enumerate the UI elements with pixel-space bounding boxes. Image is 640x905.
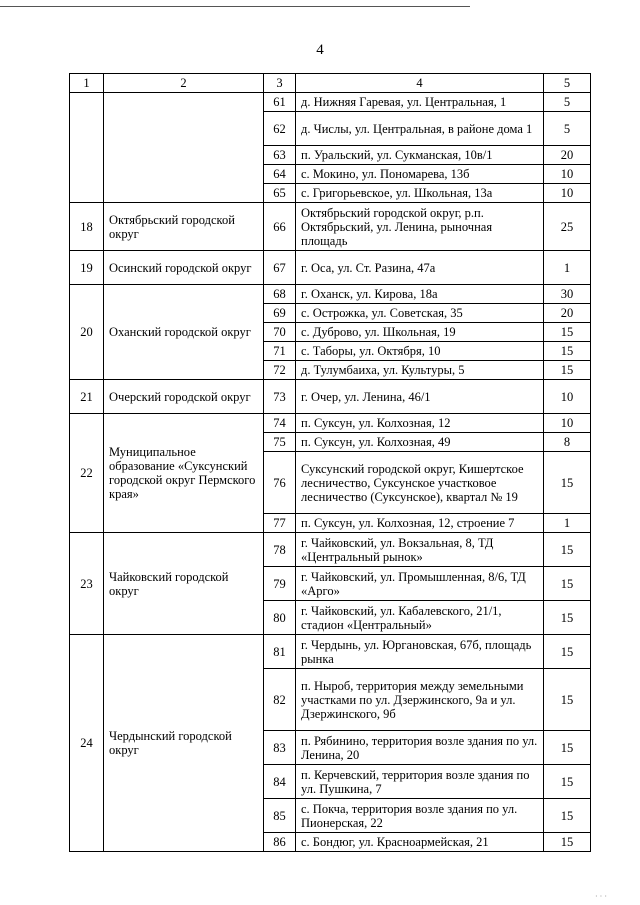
district-name: Оханский городской округ: [104, 285, 264, 380]
group-index: 23: [70, 533, 104, 635]
place-number: 80: [264, 601, 296, 635]
place-count: 5: [544, 93, 591, 112]
place-count: 15: [544, 361, 591, 380]
place-count: 10: [544, 380, 591, 414]
place-count: 15: [544, 765, 591, 799]
top-rule: [0, 6, 470, 7]
place-count: 15: [544, 452, 591, 514]
place-count: 15: [544, 635, 591, 669]
header-cell: 1: [70, 74, 104, 93]
place-number: 64: [264, 165, 296, 184]
scan-artifact: · · ·: [595, 892, 607, 901]
header-cell: 4: [296, 74, 544, 93]
group-index: 19: [70, 251, 104, 285]
place-address: п. Суксун, ул. Колхозная, 49: [296, 433, 544, 452]
place-address: г. Оса, ул. Ст. Разина, 47а: [296, 251, 544, 285]
place-address: п. Суксун, ул. Колхозная, 12, строение 7: [296, 514, 544, 533]
place-address: г. Очер, ул. Ленина, 46/1: [296, 380, 544, 414]
place-number: 76: [264, 452, 296, 514]
place-number: 61: [264, 93, 296, 112]
place-address: с. Острожка, ул. Советская, 35: [296, 304, 544, 323]
place-count: 1: [544, 514, 591, 533]
place-number: 74: [264, 414, 296, 433]
place-number: 73: [264, 380, 296, 414]
place-address: п. Уральский, ул. Сукманская, 10в/1: [296, 146, 544, 165]
group-index: [70, 93, 104, 203]
place-number: 75: [264, 433, 296, 452]
place-count: 15: [544, 601, 591, 635]
place-number: 78: [264, 533, 296, 567]
district-name: Муниципальное образование «Суксунский городской округ Пермского края»: [104, 414, 264, 533]
place-address: п. Ныроб, территория между земельными участками по ул. Дзержинского, 9а и ул. Дзержинского, 9б: [296, 669, 544, 731]
place-address: г. Оханск, ул. Кирова, 18а: [296, 285, 544, 304]
place-address: с. Григорьевское, ул. Школьная, 13а: [296, 184, 544, 203]
place-count: 5: [544, 112, 591, 146]
place-count: 15: [544, 323, 591, 342]
group-index: 18: [70, 203, 104, 251]
place-number: 86: [264, 833, 296, 852]
place-number: 68: [264, 285, 296, 304]
place-number: 65: [264, 184, 296, 203]
place-address: г. Чайковский, ул. Кабалевского, 21/1, стадион «Центральный»: [296, 601, 544, 635]
place-number: 62: [264, 112, 296, 146]
header-cell: 3: [264, 74, 296, 93]
place-number: 79: [264, 567, 296, 601]
place-count: 15: [544, 833, 591, 852]
place-address: с. Бондюг, ул. Красноармейская, 21: [296, 833, 544, 852]
place-address: д. Тулумбаиха, ул. Культуры, 5: [296, 361, 544, 380]
place-count: 25: [544, 203, 591, 251]
place-number: 77: [264, 514, 296, 533]
place-address: с. Покча, территория возле здания по ул. Пионерская, 22: [296, 799, 544, 833]
place-address: Октябрьский городской округ, р.п. Октябрьский, ул. Ленина, рыночная площадь: [296, 203, 544, 251]
place-address: п. Керчевский, территория возле здания по ул. Пушкина, 7: [296, 765, 544, 799]
district-name: Октябрьский городской округ: [104, 203, 264, 251]
place-address: п. Рябинино, территория возле здания по ул. Ленина, 20: [296, 731, 544, 765]
place-address: г. Чердынь, ул. Юргановская, 67б, площадь рынка: [296, 635, 544, 669]
group-index: 20: [70, 285, 104, 380]
place-count: 10: [544, 165, 591, 184]
district-name: [104, 93, 264, 203]
place-count: 20: [544, 146, 591, 165]
place-number: 82: [264, 669, 296, 731]
place-number: 85: [264, 799, 296, 833]
table-row: [70, 414, 591, 433]
place-count: 1: [544, 251, 591, 285]
place-count: 15: [544, 669, 591, 731]
table-row: [70, 93, 591, 112]
place-count: 15: [544, 533, 591, 567]
place-number: 69: [264, 304, 296, 323]
place-address: г. Чайковский, ул. Вокзальная, 8, ТД «Центральный рынок»: [296, 533, 544, 567]
place-address: д. Нижняя Гаревая, ул. Центральная, 1: [296, 93, 544, 112]
place-count: 10: [544, 184, 591, 203]
place-number: 72: [264, 361, 296, 380]
place-number: 71: [264, 342, 296, 361]
table-row: [70, 251, 591, 285]
place-address: с. Мокино, ул. Пономарева, 13б: [296, 165, 544, 184]
table-row: [70, 533, 591, 567]
place-number: 67: [264, 251, 296, 285]
header-cell: 5: [544, 74, 591, 93]
district-name: Чердынский городской округ: [104, 635, 264, 852]
group-index: 22: [70, 414, 104, 533]
place-number: 66: [264, 203, 296, 251]
place-count: 15: [544, 567, 591, 601]
place-number: 63: [264, 146, 296, 165]
table-row: [70, 380, 591, 414]
place-count: 15: [544, 799, 591, 833]
district-name: Очерский городской округ: [104, 380, 264, 414]
place-count: 15: [544, 342, 591, 361]
place-address: г. Чайковский, ул. Промышленная, 8/6, ТД «Арго»: [296, 567, 544, 601]
place-number: 83: [264, 731, 296, 765]
place-count: 15: [544, 731, 591, 765]
place-address: Суксунский городской округ, Кишертское лесничество, Суксунское участковое лесничество (Суксунское), квартал № 19: [296, 452, 544, 514]
table-row: [70, 203, 591, 251]
registry-table: [69, 73, 591, 852]
table-row: [70, 285, 591, 304]
table-row: [70, 635, 591, 669]
place-number: 84: [264, 765, 296, 799]
header-cell: 2: [104, 74, 264, 93]
district-name: Чайковский городской округ: [104, 533, 264, 635]
place-address: с. Таборы, ул. Октября, 10: [296, 342, 544, 361]
header-row: [70, 74, 591, 93]
group-index: 24: [70, 635, 104, 852]
place-count: 30: [544, 285, 591, 304]
place-count: 10: [544, 414, 591, 433]
place-count: 20: [544, 304, 591, 323]
place-number: 70: [264, 323, 296, 342]
place-number: 81: [264, 635, 296, 669]
place-address: п. Суксун, ул. Колхозная, 12: [296, 414, 544, 433]
district-name: Осинский городской округ: [104, 251, 264, 285]
place-address: с. Дуброво, ул. Школьная, 19: [296, 323, 544, 342]
place-count: 8: [544, 433, 591, 452]
place-address: д. Числы, ул. Центральная, в районе дома 1: [296, 112, 544, 146]
group-index: 21: [70, 380, 104, 414]
page-number: 4: [316, 42, 324, 58]
